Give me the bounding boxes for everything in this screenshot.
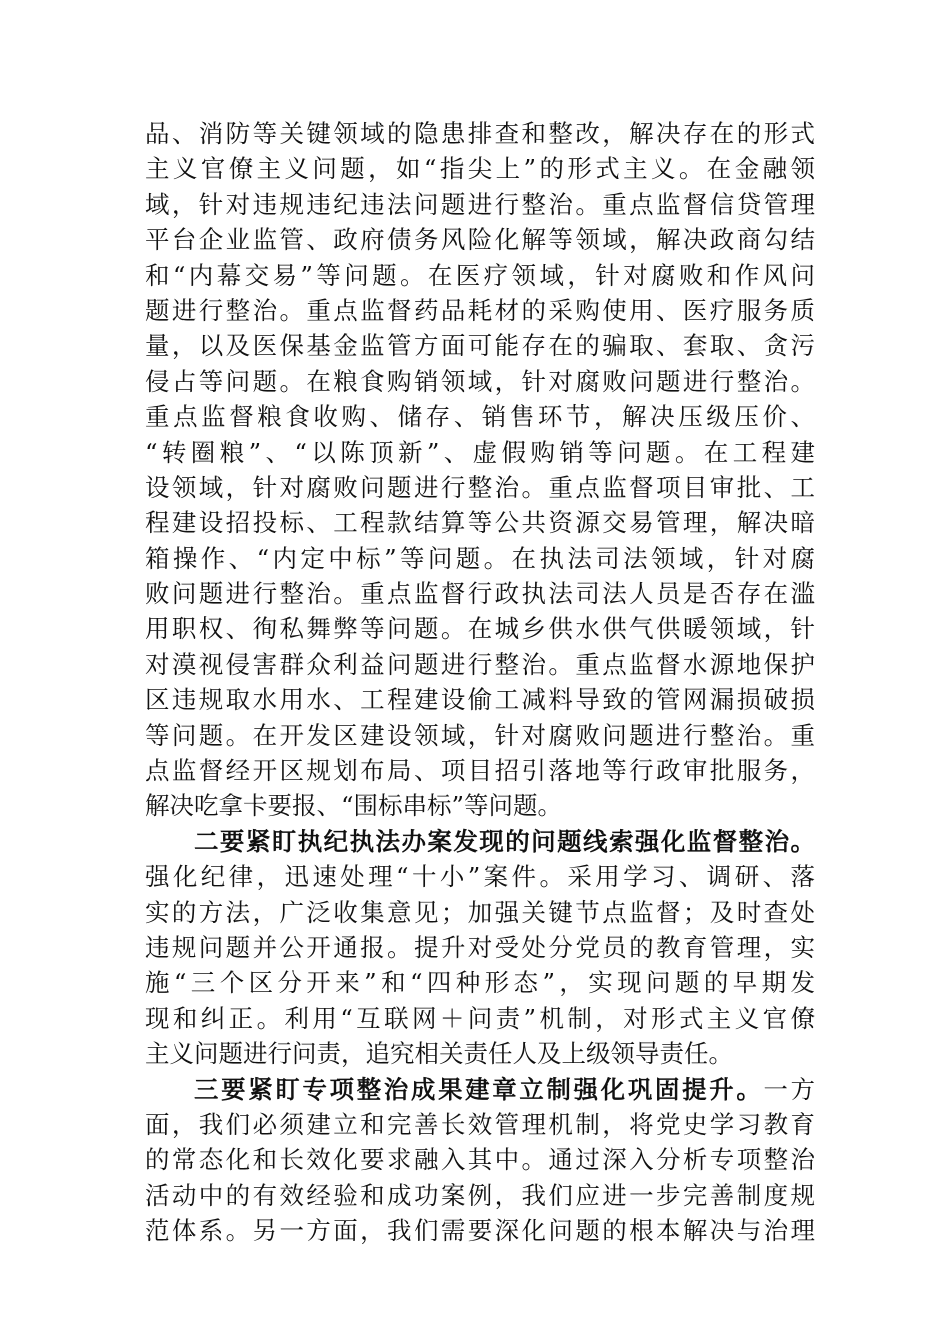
paragraph-heading-line (145, 1072, 815, 1107)
text-line: 面，我们必须建立和完善长效管理机制，将党史学习教育 (145, 1109, 815, 1139)
text-line: 强化纪律，迅速处理“十小”案件。采用学习、调研、落 (145, 862, 815, 892)
text-line: 区违规取水用水、工程建设偷工减料导致的管网漏损破损 (145, 685, 815, 715)
text-line: 设领域，针对腐败问题进行整治。重点监督项目审批、工 (145, 472, 815, 502)
paragraph-2 (145, 824, 815, 1072)
text-line: 量，以及医保基金监管方面可能存在的骗取、套取、贪污 (145, 331, 815, 361)
text-line: 侵占等问题。在粮食购销领域，针对腐败问题进行整治。 (145, 366, 815, 396)
text-line: 违规问题并公开通报。提升对受处分党员的教育管理，实 (145, 932, 815, 962)
paragraph-1 (145, 116, 815, 824)
text-line: 主义官僚主义问题，如“指尖上”的形式主义。在金融领 (145, 154, 815, 184)
document-page (145, 116, 815, 1249)
text-line: 重点监督粮食收购、储存、销售环节，解决压级压价、 (145, 402, 815, 432)
text-line: 用职权、徇私舞弊等问题。在城乡供水供气供暖领域，针 (145, 614, 815, 644)
paragraph-3 (145, 1072, 815, 1249)
text-line: 点监督经开区规划布局、项目招引落地等行政审批服务， (145, 756, 815, 786)
paragraph-heading: 三要紧盯专项整治成果建章立制强化巩固提升。 (194, 1074, 764, 1104)
text-line: 败问题进行整治。重点监督行政执法司法人员是否存在滥 (145, 579, 815, 609)
text-line: 品、消防等关键领域的隐患排查和整改，解决存在的形式 (145, 119, 815, 148)
text-line: 题进行整治。重点监督药品耗材的采购使用、医疗服务质 (145, 295, 815, 325)
text-line: 程建设招投标、工程款结算等公共资源交易管理，解决暗 (145, 508, 815, 538)
text-line: 活动中的有效经验和成功案例，我们应进一步完善制度规 (145, 1180, 815, 1210)
text-line: 等问题。在开发区建设领域，针对腐败问题进行整治。重 (145, 720, 815, 750)
paragraph-heading: 二要紧盯执纪执法办案发现的问题线索强化监督整治。 (194, 826, 815, 856)
text-line: 范体系。另一方面，我们需要深化问题的根本解决与治理 (145, 1216, 815, 1246)
text-line: 域，针对违规违纪违法问题进行整治。重点监督信贷管理 (145, 189, 815, 219)
text-line: 箱操作、“内定中标”等问题。在执法司法领域，针对腐 (145, 543, 815, 573)
heading-tail-text: 一方 (763, 1074, 815, 1104)
text-line: 实的方法，广泛收集意见；加强关键节点监督；及时查处 (145, 897, 815, 927)
text-line: 施“三个区分开来”和“四种形态”，实现问题的早期发 (145, 968, 815, 998)
text-line: 现和纠正。利用“互联网＋问责”机制，对形式主义官僚 (145, 1003, 815, 1033)
text-line: 对漠视侵害群众利益问题进行整治。重点监督水源地保护 (145, 649, 815, 679)
text-line: 平台企业监管、政府债务风险化解等领域，解决政商勾结 (145, 225, 815, 255)
text-line: 的常态化和长效化要求融入其中。通过深入分析专项整治 (145, 1145, 815, 1175)
text-line: 和“内幕交易”等问题。在医疗领域，针对腐败和作风问 (145, 260, 815, 290)
text-line: 主义问题进行问责，追究相关责任人及上级领导责任。 (145, 1039, 733, 1069)
text-line: “转圈粮”、“以陈顶新”、虚假购销等问题。在工程建 (145, 437, 815, 467)
text-line: 解决吃拿卡要报、“围标串标”等问题。 (145, 791, 563, 821)
